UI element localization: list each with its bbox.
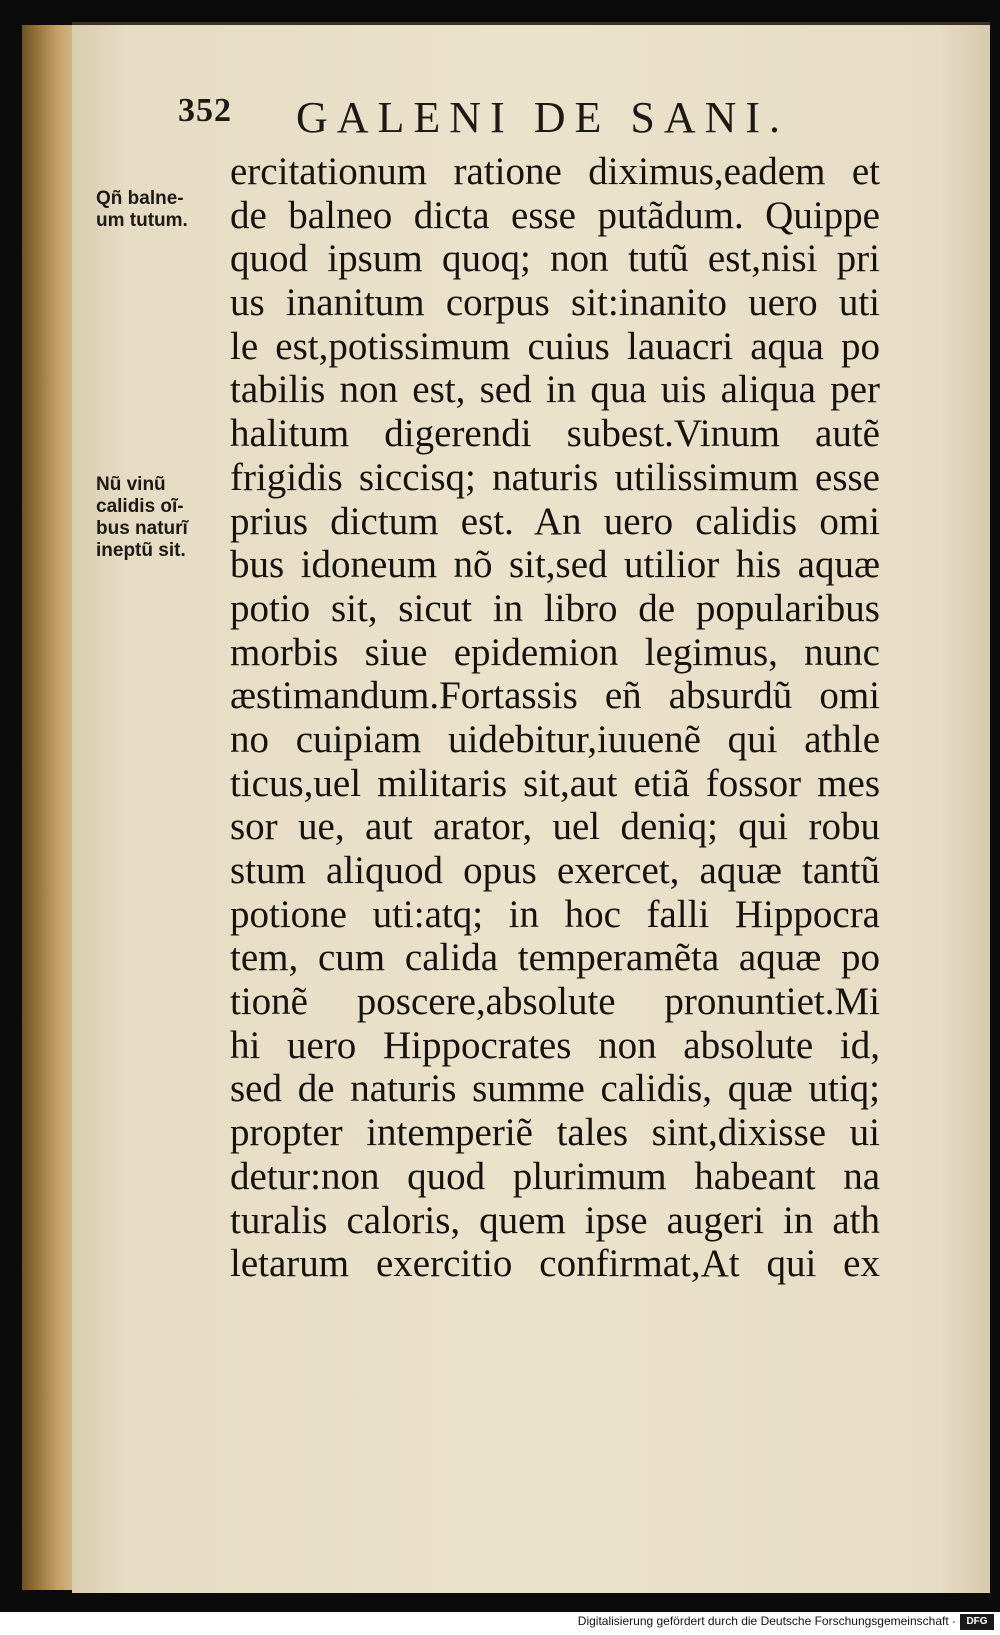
margin-note-line: bus naturĩ [96,518,188,539]
text-line: tem, cum calida temperamẽta aquæ po [230,936,880,980]
text-line: ercitationum ratione diximus,eadem et [230,150,880,193]
text-line: bus idoneum nõ sit,sed utilior his aquæ [230,543,880,587]
text-line: de balneo dicta esse putãdum. Quippe [230,193,880,237]
text-line: halitum digerendi subest.Vinum autẽ [230,412,880,456]
text-line: us inanitum corpus sit:inanito uero uti [230,281,880,325]
page-number: 352 [178,92,232,129]
text-line: sor ue, aut arator, uel deniq; qui robu [230,805,880,849]
text-line: morbis siue epidemion legimus, nunc [230,630,880,674]
margin-note-wine [96,474,236,562]
text-line: propter intemperiẽ tales sint,dixisse ui [230,1111,880,1155]
margin-note-line: calidis oĩ- [96,496,184,517]
dfg-logo: DFG [960,1614,994,1630]
text-line: letarum exercitio confirmat,At qui ex [230,1242,880,1286]
text-line: quod ipsum quoq; non tutũ est,nisi pri [230,237,880,281]
margin-note-line: um tutum. [96,210,188,231]
text-line: stum aliquod opus exercet, aquæ tantũ [230,849,880,892]
text-line: prius dictum est. An uero calidis omi [230,499,880,543]
text-line: potio sit, sicut in libro de popularibus [230,586,880,630]
body-text [230,150,880,1286]
text-line: hi uero Hippocrates non absolute id, [230,1023,880,1067]
margin-note-line: Qñ balne- [96,188,184,209]
text-line: tabilis non est, sed in qua uis aliqua per [230,368,880,412]
text-line: sed de naturis summe calidis, quæ utiq; [230,1067,880,1111]
text-line: potione uti:atq; in hoc falli Hippocra [230,892,880,936]
text-line: le est,potissimum cuius lauacri aqua po [230,324,880,368]
margin-note-line: ineptũ sit. [96,540,186,561]
text-line: turalis caloris, quem ipse augeri in ath [230,1198,880,1242]
running-head: GALENI DE SANI. [296,93,790,142]
text-line: tionẽ poscere,absolute pronuntiet.Mi [230,980,880,1024]
text-line: detur:non quod plurimum habeant na [230,1154,880,1198]
margin-note-line: Nũ vinũ [96,474,166,495]
margin-note-bath [96,188,236,232]
digitization-credit: Digitalisierung gefördert durch die Deutsche Forschungsgemeinschaft · [577,1614,956,1628]
text-line: ticus,uel militaris sit,aut etiã fossor mes [230,761,880,805]
text-line: frigidis siccisq; naturis utilissimum esse [230,455,880,499]
text-line: æstimandum.Fortassis eñ absurdũ omi [230,674,880,718]
text-line: no cuipiam uidebitur,iuuenẽ qui athle [230,717,880,761]
